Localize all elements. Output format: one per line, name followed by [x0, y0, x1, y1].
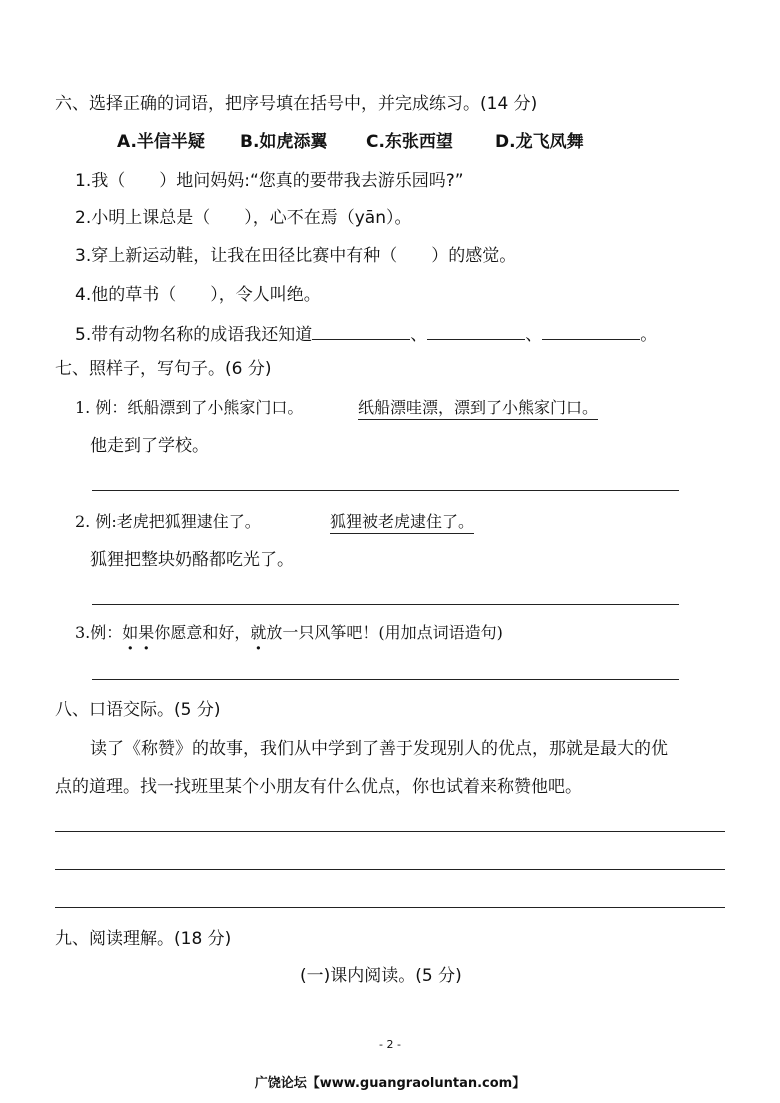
option-b: B.如虎添翼 — [240, 132, 328, 152]
dotted-word-char: 如 — [122, 623, 139, 642]
answer-blank-1[interactable] — [312, 321, 410, 340]
example-3-label: 3.例： — [75, 623, 123, 642]
example-3-text: 放一只风筝吧！(用加点词语造句) — [266, 623, 503, 642]
question-3: 3.穿上新运动鞋，让我在田径比赛中有种（ ）的感觉。 — [75, 246, 517, 266]
section-9-subtitle: (一)课内阅读。(5 分) — [300, 966, 462, 986]
example-2-answer — [330, 510, 474, 534]
section-8-paragraph-line-2: 点的道理。找一找班里某个小朋友有什么优点，你也试着来称赞他吧。 — [55, 777, 582, 797]
dotted-word-char: 就 — [250, 623, 267, 642]
answer-blank-2[interactable] — [427, 321, 525, 340]
example-1-answer-text: 纸船漂哇漂，漂到了小熊家门口。 — [358, 398, 598, 420]
answer-line-3[interactable] — [92, 679, 679, 680]
example-2-label: 2. 例:老虎把狐狸逮住了。 — [75, 512, 261, 531]
dotted-word-char: 果 — [138, 623, 155, 642]
option-a: A.半信半疑 — [117, 132, 205, 152]
page-number: - 2 - — [379, 1038, 401, 1051]
section-6-title: 六、选择正确的词语，把序号填在括号中，并完成练习。(14 分) — [55, 94, 538, 114]
section-8-title: 八、口语交际。(5 分) — [55, 700, 221, 720]
question-5 — [75, 321, 657, 347]
section-7-title: 七、照样子，写句子。(6 分) — [55, 359, 272, 379]
example-1-answer — [358, 396, 598, 420]
separator: 、 — [525, 325, 543, 345]
example-1-label: 1. 例：纸船漂到了小熊家门口。 — [75, 398, 304, 417]
answer-line-1[interactable] — [92, 490, 679, 491]
period: 。 — [640, 325, 658, 345]
section-9-title: 九、阅读理解。(18 分) — [55, 929, 232, 949]
answer-blank-3[interactable] — [542, 321, 640, 340]
section-8-paragraph-line-1: 读了《称赞》的故事，我们从中学到了善于发现别人的优点，那就是最大的优 — [90, 739, 668, 759]
option-d: D.龙飞凤舞 — [495, 132, 584, 152]
question-5-prefix: 5.带有动物名称的成语我还知道 — [75, 325, 313, 345]
example-3-text: 你愿意和好， — [154, 623, 251, 642]
separator: 、 — [410, 325, 428, 345]
writing-line-1[interactable] — [55, 831, 725, 832]
writing-line-2[interactable] — [55, 869, 725, 870]
example-3 — [75, 621, 503, 645]
exercise-2-prompt: 狐狸把整块奶酪都吃光了。 — [90, 550, 294, 570]
example-2-answer-text: 狐狸被老虎逮住了。 — [330, 512, 474, 534]
footer-site: 广饶论坛【www.guangraoluntan.com】 — [254, 1076, 526, 1091]
writing-line-3[interactable] — [55, 907, 725, 908]
answer-line-2[interactable] — [92, 604, 679, 605]
exercise-1-prompt: 他走到了学校。 — [90, 436, 209, 456]
question-2: 2.小明上课总是（ ），心不在焉（yān）。 — [75, 208, 412, 228]
option-c: C.东张西望 — [366, 132, 453, 152]
question-1: 1.我（ ）地问妈妈:“您真的要带我去游乐园吗?” — [75, 171, 464, 191]
question-4: 4.他的草书（ ），令人叫绝。 — [75, 285, 321, 305]
